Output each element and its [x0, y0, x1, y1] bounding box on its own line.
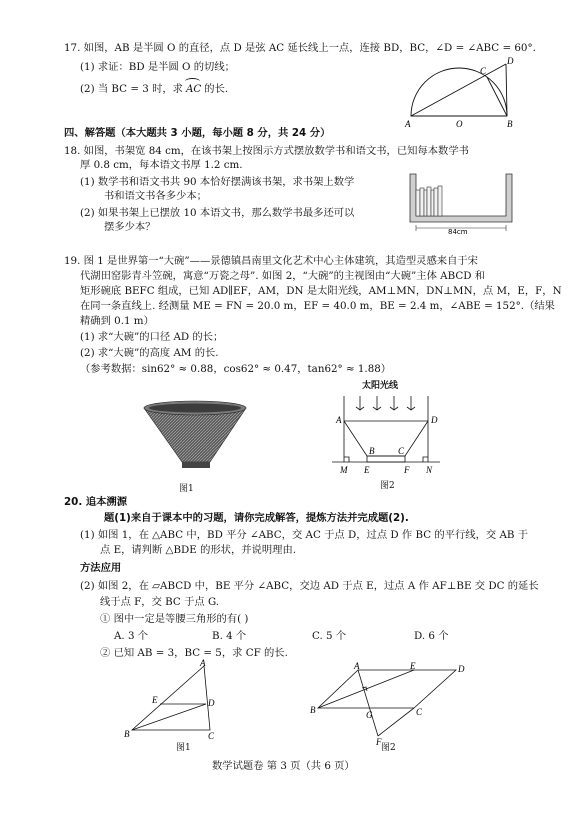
q19-bowl-photo [140, 398, 250, 473]
q18-bookshelf-figure [408, 168, 516, 236]
q17-stem: 17. 如图，AB 是半圆 O 的直径，点 D 是弦 AC 延长线上一点，连接 BD，BC，∠D = ∠ABC = 60°. [64, 42, 536, 54]
q18-line2: 厚 0.8 cm，每本语文书厚 1.2 cm. [80, 159, 243, 171]
q20-triangle-figure [118, 660, 218, 740]
q20-option-d: D. 6 个 [414, 630, 449, 642]
q20-intro: 题(1)来自于课本中的习题，请你完成解答，提炼方法并完成题(2). [104, 512, 409, 524]
svg-text:E: E [152, 695, 158, 705]
q19-part2: (2) 求“大碗”的高度 AM 的长. [80, 347, 219, 359]
svg-text:B: B [369, 446, 375, 456]
q17-semicircle-figure [405, 58, 515, 133]
q20-part1a: (1) 如图 1，在 △ABC 中，BD 平分 ∠ABC，交 AC 于点 D，过点 D 作 BC 的平行线，交 AB 于 [80, 529, 529, 541]
svg-text:F: F [376, 737, 382, 747]
q20-parallelogram-figure [310, 660, 470, 745]
svg-text:D: D [458, 664, 465, 674]
svg-text:B: B [310, 705, 316, 715]
section-heading: 四、解答题（本大题共 3 小题，每小题 8 分，共 24 分） [64, 127, 331, 139]
svg-text:B: B [124, 729, 130, 739]
q20-method-heading: 方法应用 [80, 562, 122, 574]
q19-line2: 代湖田窑影青斗笠碗，寓意“万瓷之母”. 如图 2，“大碗”的主视图由“大碗”主体 ABCD 和 [80, 270, 486, 282]
svg-text:O: O [456, 119, 463, 129]
svg-text:D: D [431, 415, 438, 425]
q19-fig1-caption: 图1 [179, 484, 194, 494]
q18-part2b: 摆多少本？ [104, 221, 156, 233]
svg-text:C: C [480, 66, 487, 76]
q17-part1: (1) 求证：BD 是半圆 O 的切线； [80, 61, 235, 73]
svg-text:A: A [405, 119, 411, 129]
svg-text:G: G [366, 710, 373, 720]
q19-fig2-caption: 图2 [380, 481, 395, 491]
q20-subq1: ① 图中一定是等腰三角形的有( ) [100, 613, 249, 625]
q19-line4: 在同一条直线上. 经测量 ME = FN = 20.0 m，EF = 40.0 m，BE = 2.4 m，∠ABE = 152°.（结果 [80, 300, 555, 312]
q20-fig1-caption: 图1 [176, 743, 191, 753]
q20-part2a: (2) 如图 2，在 ▱ABCD 中，BE 平分 ∠ABC，交边 AD 于点 E，过点 A 作 AF⊥BE 交 DC 的延长 [80, 580, 539, 592]
svg-text:A: A [336, 415, 342, 425]
page-footer: 数学试题卷 第 3 页（共 6 页） [212, 760, 355, 772]
svg-text:E: E [364, 465, 370, 475]
svg-text:C: C [208, 731, 215, 741]
svg-text:E: E [410, 661, 416, 671]
q20-title: 20. 追本溯源 [64, 496, 128, 508]
q19-part1: (1) 求“大碗”的口径 AD 的长； [80, 331, 224, 343]
svg-text:M: M [340, 465, 348, 475]
svg-text:B: B [507, 119, 513, 129]
svg-text:A: A [200, 658, 206, 668]
svg-text:F: F [404, 465, 410, 475]
q19-line1: 19. 图 1 是世界第一“大碗”——景德镇昌南里文化艺术中心主体建筑，其造型灵感来自于宋 [64, 255, 478, 267]
q20-part2b: 线于点 F，交 BC 于点 G. [100, 596, 220, 608]
svg-text:N: N [426, 465, 433, 475]
q19-sunlight-label: 太阳光线 [362, 381, 399, 391]
q18-part1a: (1) 数学书和语文书共 90 本恰好摆满该书架，求书架上数学 [80, 176, 355, 188]
svg-text:C: C [416, 707, 423, 717]
q20-option-c: C. 5 个 [312, 630, 347, 642]
svg-text:84cm: 84cm [448, 228, 468, 236]
q20-fig2-caption: 图2 [381, 743, 396, 753]
q20-part1b: 点 E，请判断 △BDE 的形状，并说明理由. [100, 544, 297, 556]
q20-subq2: ② 已知 AB = 3，BC = 5，求 CF 的长. [100, 647, 288, 659]
q20-option-b: B. 4 个 [212, 630, 247, 642]
q19-reference: （参考数据：sin62° ≈ 0.88，cos62° ≈ 0.47，tan62° ≈ 1.88） [80, 363, 392, 375]
svg-text:D: D [507, 56, 514, 66]
q17-part2: (2) 当 BC = 3 时，求 AC 的长. [80, 83, 228, 96]
q18-part2a: (2) 如果书架上已摆放 10 本语文书，那么数学书最多还可以 [80, 207, 355, 219]
svg-text:A: A [354, 661, 360, 671]
q18-part1b: 书和语文书各多少本； [104, 190, 207, 202]
q20-option-a: A. 3 个 [114, 630, 149, 642]
q19-line3: 矩形碗底 BEFC 组成，已知 AD∥EF，AM，DN 是太阳光线，AM⊥MN，DN⊥MN，点 M，E，F，N [80, 285, 562, 297]
q18-line1: 18. 如图，书架宽 84 cm，在该书架上按图示方式摆放数学书和语文书，已知每本数学书 [64, 145, 469, 157]
q19-line5: 精确到 0.1 m） [80, 315, 154, 327]
q19-cross-section-figure [328, 392, 443, 487]
svg-text:D: D [208, 698, 215, 708]
svg-text:C: C [398, 446, 405, 456]
